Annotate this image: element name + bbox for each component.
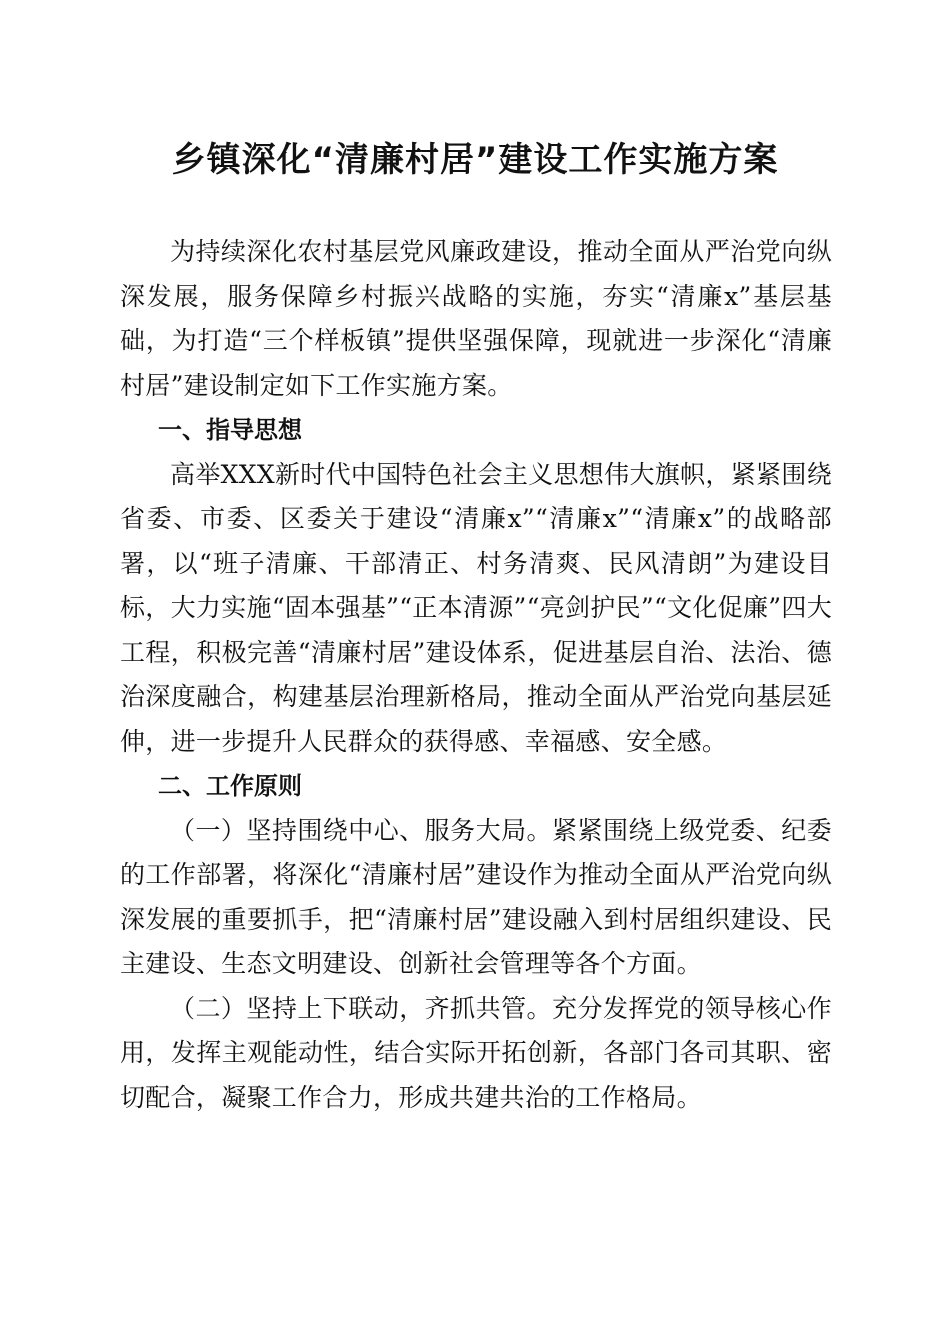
principle-paragraph-2 — [120, 987, 832, 1121]
principle-lead-2: （二）坚持上下联动，齐抓共管。 — [170, 993, 553, 1023]
document-body — [120, 230, 832, 1120]
principle-text-2: 充分发挥党的领导核心作用，发挥主观能动性，结合实际开拓创新，各部门各司其职、密切配合，凝聚工作合力，形成共建共治的工作格局。 — [120, 993, 832, 1112]
section-heading-work-principles: 二、工作原则 — [158, 772, 302, 800]
document-title: 乡镇深化“清廉村居”建设工作实施方案 — [171, 140, 779, 180]
principle-paragraph-1 — [120, 809, 832, 987]
intro-paragraph: 为持续深化农村基层党风廉政建设，推动全面从严治党向纵深发展，服务保障乡村振兴战略的实施，夯实“清廉x”基层基础，为打造“三个样板镇”提供坚强保障，现就进一步深化“清廉村居”建设制定如下工作实施方案。 — [120, 237, 832, 400]
principle-text-1: 紧紧围绕上级党委、纪委的工作部署，将深化“清廉村居”建设作为推动全面从严治党向纵深发展的重要抓手，把“清廉村居”建设融入到村居组织建设、民主建设、生态文明建设、创新社会管理等各个方面。 — [120, 815, 832, 978]
section-heading-guiding-ideology: 一、指导思想 — [158, 416, 302, 444]
guiding-ideology-paragraph: 高举XXX新时代中国特色社会主义思想伟大旗帜，紧紧围绕省委、市委、区委关于建设“清廉x”“清廉x”“清廉x”的战略部署，以“班子清廉、干部清正、村务清爽、民风清朗”为建设目标，大力实施“固本强基”“正本清源”“亮剑护民”“文化促廉”四大工程，积极完善“清廉村居”建设体系，促进基层自治、法治、德治深度融合，构建基层治理新格局，推动全面从严治党向基层延伸，进一步提升人民群众的获得感、幸福感、安全感。 — [120, 459, 832, 756]
principle-lead-1: （一）坚持围绕中心、服务大局。 — [170, 815, 553, 845]
